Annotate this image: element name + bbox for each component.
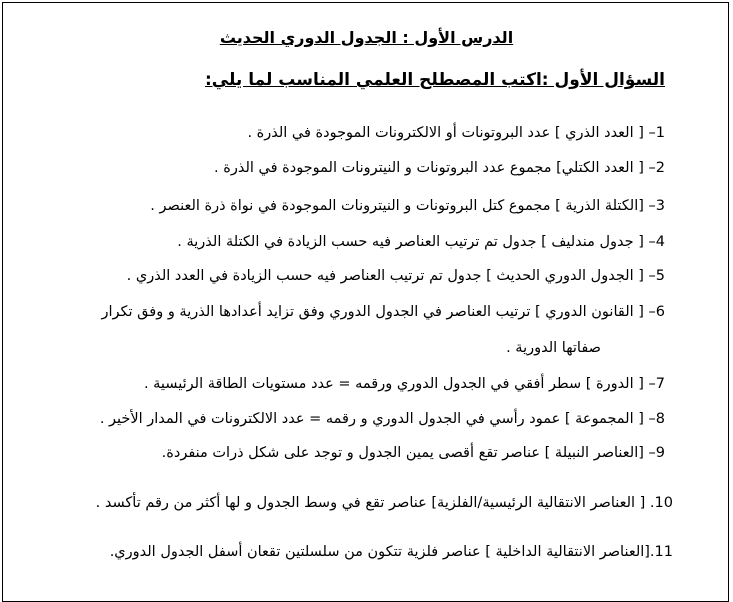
term-item-6-continuation: صفاتها الدورية . xyxy=(506,340,601,356)
term-item-3: 3– [الكتلة الذرية ] مجموع كتل البروتونات و النيترونات الموجودة في نواة ذرة العنصر . xyxy=(150,198,665,214)
term-item-7: 7– [ الدورة ] سطر أفقي في الجدول الدوري ورقمه = عدد مستويات الطاقة الرئيسية . xyxy=(143,376,665,392)
term-item-1: 1– [ العدد الذري ] عدد البروتونات أو الالكترونات الموجودة في الذرة . xyxy=(247,125,665,141)
term-item-4: 4– [ جدول مندليف ] جدول تم ترتيب العناصر فيه حسب الزيادة في الكتلة الذرية . xyxy=(177,234,665,250)
lesson-title: الدرس الأول : الجدول الدوري الحديث xyxy=(219,28,514,47)
term-item-9: 9– [العناصر النبيلة ] عناصر تقع أقصى يمين الجدول و توجد على شكل ذرات منفردة. xyxy=(161,445,665,461)
term-item-5: 5– [ الجدول الدوري الحديث ] جدول تم ترتيب العناصر فيه حسب الزيادة في العدد الذري . xyxy=(126,268,665,284)
term-item-10: 10. [ العناصر الانتقالية الرئيسية/الفلزية] عناصر تقع في وسط الجدول و لها أكثر من رقم تأكسد . xyxy=(95,495,673,511)
term-item-2: 2– [ العدد الكتلي] مجموع عدد البروتونات و النيترونات الموجودة في الذرة . xyxy=(214,160,665,176)
term-item-8: 8– [ المجموعة ] عمود رأسي في الجدول الدوري و رقمه = عدد الالكترونات في المدار الأخير . xyxy=(99,411,665,427)
question-title: السؤال الأول :اكتب المصطلح العلمي المناسب لما يلي: xyxy=(204,70,665,90)
term-item-11: 11.[العناصر الانتقالية الداخلية ] عناصر فلزية تتكون من سلسلتين تقعان أسفل الجدول الدوري. xyxy=(109,544,673,560)
term-item-6: 6– [ القانون الدوري ] ترتيب العناصر في الجدول الدوري وفق تزايد أعدادها الذرية و وفق تكرار xyxy=(101,304,665,320)
